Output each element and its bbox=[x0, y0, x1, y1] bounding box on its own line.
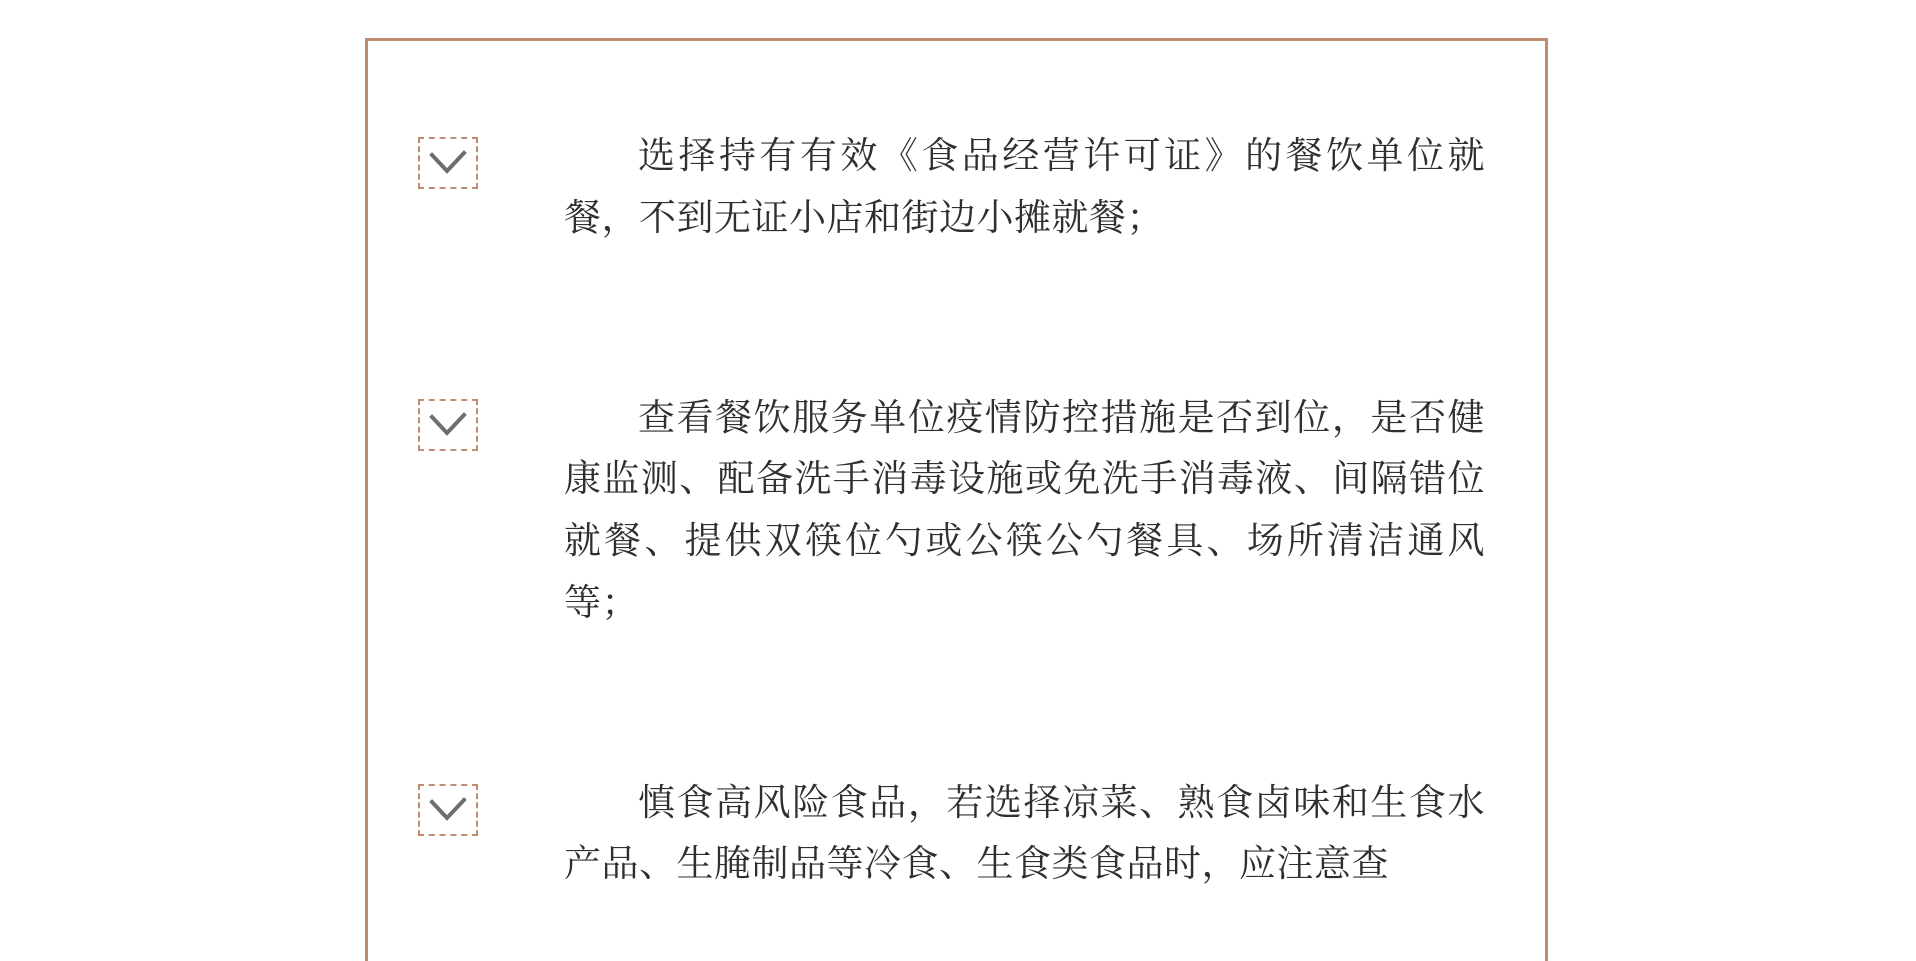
check-mark-icon bbox=[418, 399, 478, 451]
list-item-text: 查看餐饮服务单位疫情防控措施是否到位，是否健康监测、配备洗手消毒设施或免洗手消毒液、间隔错位就餐、提供双筷位勺或公筷公勺餐具、场所清洁通风等； bbox=[564, 396, 1485, 623]
bordered-content-card bbox=[365, 38, 1548, 961]
list-item-text: 慎食高风险食品，若选择凉菜、熟食卤味和生食水产品、生腌制品等冷食、生食类食品时，应注意查 bbox=[564, 781, 1485, 885]
checklist bbox=[368, 41, 1545, 895]
check-mark-icon bbox=[418, 137, 478, 189]
check-mark-icon bbox=[418, 784, 478, 836]
list-item bbox=[368, 387, 1545, 634]
list-item bbox=[368, 125, 1545, 249]
list-item bbox=[368, 772, 1545, 896]
list-item-text: 选择持有有效《食品经营许可证》的餐饮单位就餐，不到无证小店和街边小摊就餐； bbox=[564, 135, 1485, 238]
